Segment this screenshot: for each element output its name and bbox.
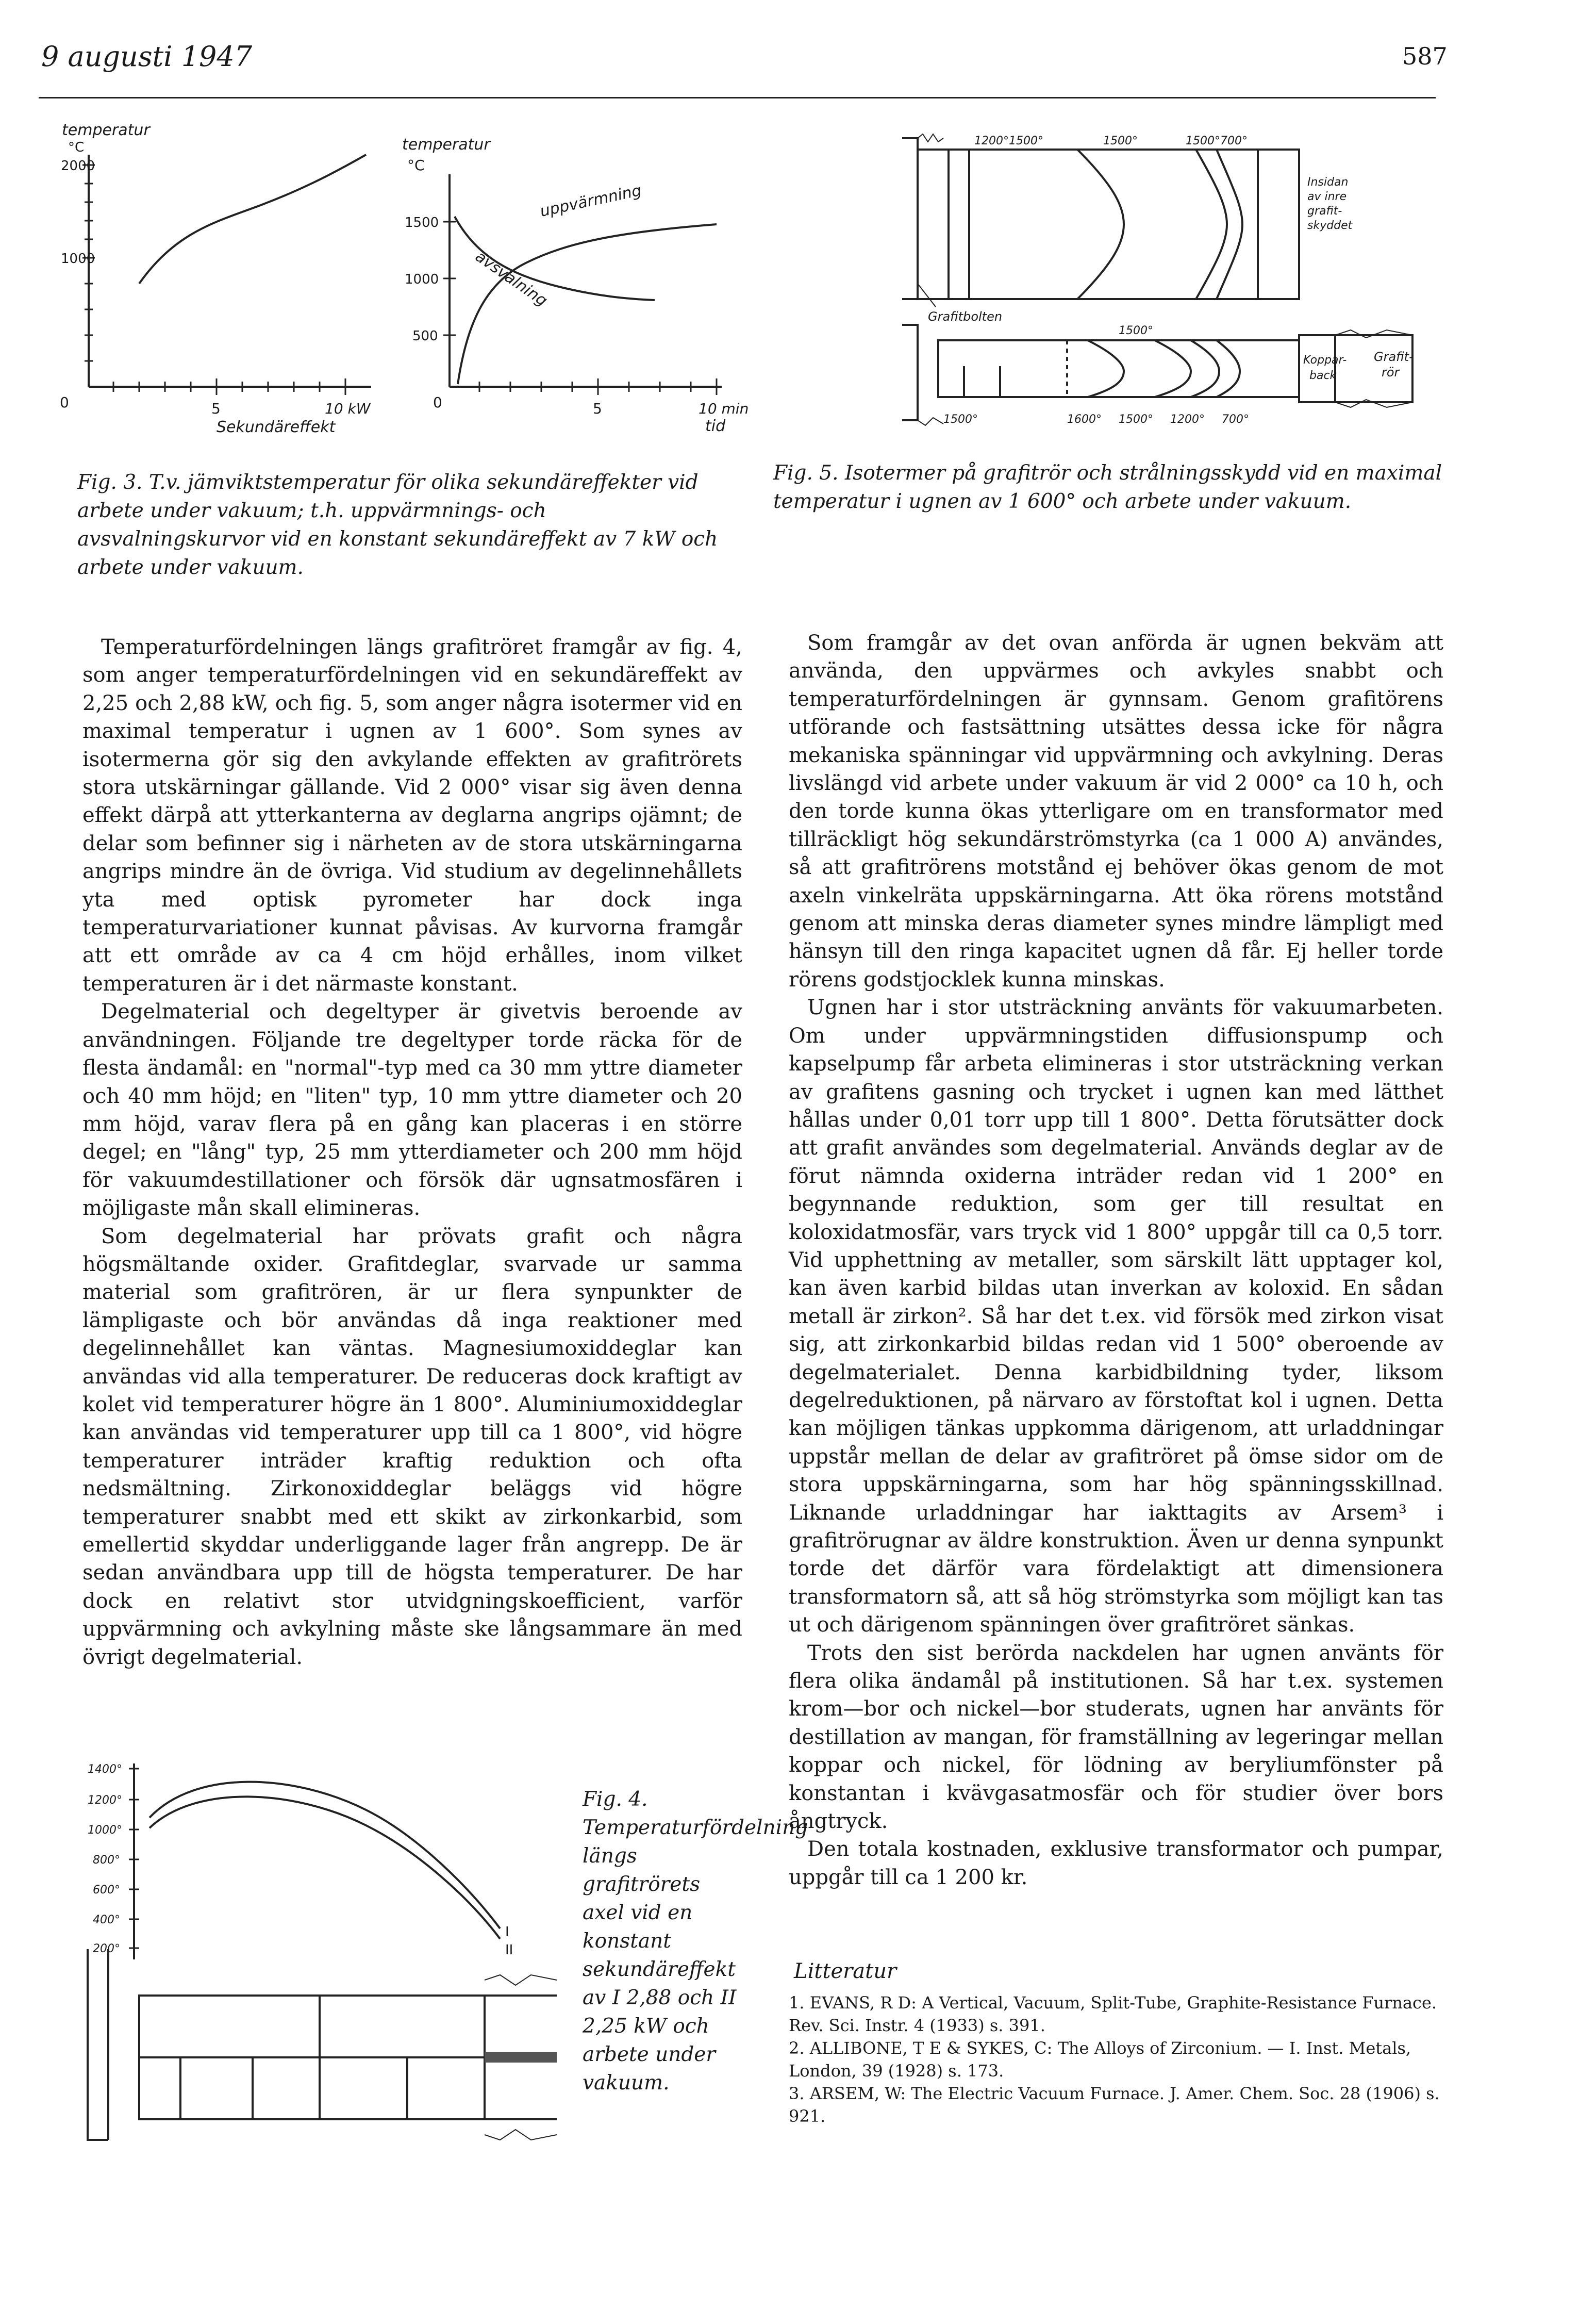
fig4-ytick: 1200° [88, 1794, 122, 1807]
fig3-left-plot [60, 121, 371, 436]
fig5-bolt-label: Grafitbolten [928, 309, 1003, 324]
right-paragraph: Den totala kostnaden, exklusive transformator och pumpar, uppgår till ca 1 200 kr. [789, 1837, 1443, 1889]
fig3-left-ytick: 0 [60, 394, 69, 411]
literature-ref: 3. ARSEM, W: The Electric Vacuum Furnace. J. Amer. Chem. Soc. 28 (1906) s. 921. [789, 2084, 1440, 2126]
fig3-heating-curve [458, 224, 717, 384]
fig3-right-ytick: 0 [433, 394, 442, 411]
page-number: 587 [1402, 42, 1448, 70]
fig4-ytick: 1000° [88, 1824, 122, 1837]
fig5-diagram [897, 129, 1443, 443]
fig5-top-label: 1500°700° [1186, 135, 1248, 147]
fig4-diagram [77, 1753, 567, 2166]
fig3-left-curve [139, 155, 366, 284]
fig3-left-xtick: 5 [211, 400, 221, 417]
fig5-bottom-label: 1500° [1119, 413, 1153, 426]
fig3-right-xlabel: tid [705, 417, 726, 435]
right-paragraph: Trots den sist berörda nackdelen har ugnen använts för flera olika ändamål på institutionen. Så har t.ex. systemen krom—bor och nickel—bor studerats, ugnen har använts för destillation av mangan, för framställning av legeringar mellan koppar och nickel, för lödning av beryliumfönster på konstantan i kvävgasatmosfär och för studier över bors ångtryck. [789, 1641, 1443, 1834]
literature-heading: Litteratur [794, 1959, 897, 1983]
fig3-right-ytick: 1500 [405, 215, 439, 230]
fig5-top-label: 1200°1500° [974, 135, 1043, 147]
fig5-shield-label: av inre [1307, 190, 1347, 203]
left-column-text [82, 633, 742, 1671]
fig3-right-ylabel: temperatur [402, 136, 490, 154]
fig5-bottom-label: 1200° [1170, 413, 1205, 426]
fig5-top-label: 1500° [1103, 135, 1138, 147]
fig5-shield-label: Insidan [1307, 176, 1349, 189]
fig3-caption: Fig. 3. T.v. jämviktstemperatur för olika sekundäreffekter vid arbete under vakuum; t.h. uppvärmnings- och avsvalningskurvor vid en konstant sekundäreffekt av 7 kW och arbete under vakuum. [77, 471, 718, 579]
fig3-left-xtick: 10 kW [325, 400, 371, 417]
fig5-shield-label: grafit- [1307, 205, 1342, 218]
fig5-mid-label: 1500° [1119, 324, 1153, 337]
fig3-right-yunit: °C [407, 157, 425, 174]
fig3-left-ylabel: temperatur [62, 121, 150, 139]
fig3-left-ytick: 1000 [61, 251, 95, 267]
fig4-curve-i [149, 1782, 500, 1928]
fig3-right-ytick: 500 [412, 328, 438, 344]
fig4-ytick: 200° [93, 1942, 120, 1955]
left-paragraph: Som degelmaterial har prövats grafit och några högsmältande oxider. Grafitdeglar, svarvade ur samma material som grafitrören, är ur flera synpunkter de lämpligaste och bör användas då inga reaktioner med degelinnehållet kan väntas. Magnesiumoxiddeglar kan användas vid alla temperaturer. De reduceras dock kraftigt av kolet vid temperaturer högre än 1 800°. Aluminiumoxiddeglar kan användas vid temperaturer upp till ca 1 800°, vid högre temperaturer inträder kraftig reduktion och ofta nedsmältning. Zirkonoxiddeglar beläggs vid högre temperaturer snabbt med ett skikt av zirkonkarbid, som emellertid skyddar underliggande lager från angrepp. De är sedan användbara upp till de högsta temperaturer. De har dock en relativt stor utvidgningskoefficient, varför uppvärmning och avkylning måste ske långsammare än med övrigt degelmaterial. [82, 1224, 742, 1669]
fig3-right-xtick: 5 [593, 400, 602, 417]
fig3-left-ytick: 2000 [61, 158, 95, 174]
fig5-copper-label: Koppar- [1303, 354, 1347, 367]
fig4-hatched-band [485, 2052, 557, 2063]
fig3-heating-label: uppvärmning [538, 181, 643, 221]
fig5-shield-label: skyddet [1307, 219, 1353, 232]
fig3-left-xlabel: Sekundäreffekt [217, 418, 336, 436]
right-paragraph: Som framgår av det ovan anförda är ugnen bekväm att använda, den uppvärmes och avkyles snabbt och temperaturfördelningen är gynnsam. Genom grafitörens utförande och fastsättning utsättes dessa icke för några mekaniska spänningar vid uppvärmning och avkylning. Deras livslängd vid arbete under vakuum är vid 2 000° ca 10 h, och den torde kunna ökas ytterligare om en transformator med tillräckligt hög sekundärströmstyrka (ca 1 000 A) användes, så att grafitrörens motstånd ej behöver ökas genom de mot axeln vinkelräta uppskärningarna. Att öka rörens motstånd genom att minska deras diameter synes mindre lämpligt med hänsyn till den ringa kapacitet ugnen då får. Ej heller torde rörens godstjocklek kunna minskas. [789, 631, 1443, 992]
fig3-right-xtick: 10 min [699, 400, 749, 417]
literature-ref: 1. EVANS, R D: A Vertical, Vacuum, Split-Tube, Graphite-Resistance Furnace. Rev. Sci. Instr. 4 (1933) s. 391. [789, 1993, 1437, 2035]
fig4-curve-label: II [505, 1942, 513, 1958]
fig4-curve-label: I [505, 1924, 509, 1940]
literature-ref: 2. ALLIBONE, T E & SYKES, C: The Alloys of Zirconium. — I. Inst. Metals, London, 39 (1928) s. 173. [789, 2038, 1411, 2081]
fig3-left-yunit: °C [68, 140, 85, 155]
left-paragraph: Degelmaterial och degeltyper är givetvis beroende av användningen. Följande tre degeltyper torde räcka för de flesta ändamål: en "normal"-typ med ca 30 mm yttre diameter och 40 mm höjd; en "liten" typ, 10 mm yttre diameter och 20 mm höjd, varav flera på en gång kan placeras i en större degel; en "lång" typ, 25 mm ytterdiameter och 200 mm höjd för vakuumdestillationer och försök där ugnsatmosfären i möjligaste mån skall elimineras. [82, 1000, 742, 1221]
fig4-ytick: 1400° [88, 1763, 122, 1776]
fig5-tube-label: rör [1382, 365, 1400, 380]
fig5-bottom-label: 1600° [1067, 413, 1102, 426]
fig3-right-plot [402, 136, 749, 435]
fig4-caption: Fig. 4. Temperaturfördelning längs grafitrörets axel vid en konstant sekundäreffekt av I 2,88 och II 2,25 kW och arbete under vakuum. [583, 1788, 808, 2095]
fig3-plots [62, 119, 758, 449]
literature-list [789, 1991, 1443, 2128]
fig5-caption: Fig. 5. Isotermer på grafitrör och strålningsskydd vid en maximal temperatur i ugnen av 1 600° och arbete under vakuum. [773, 461, 1442, 513]
fig4-ytick: 800° [93, 1854, 120, 1867]
fig5-bottom-label: 1500° [943, 413, 978, 426]
header-rule [39, 97, 1436, 98]
fig4-curve-ii [149, 1796, 500, 1939]
fig5-bottom-label: 700° [1222, 413, 1249, 426]
fig3-right-ytick: 1000 [405, 272, 439, 287]
right-column-text [789, 629, 1443, 1891]
right-paragraph: Ugnen har i stor utsträckning använts för vakuumarbeten. Om under uppvärmningstiden diffusionspump och kapselpump får arbeta elimineras i stor utsträckning verkan av grafitens gasning och trycket i ugnen kan med lätthet hållas under 0,01 torr upp till 1 800°. Detta förutsätter dock att grafit användes som degelmaterial. Används deglar av de förut nämnda oxiderna inträder redan vid 1 200° en begynnande reduktion, som ger till resultat en koloxidatmosfär, vars tryck vid 1 800° uppgår till ca 0,5 torr. Vid upphettning av metaller, som särskilt lätt upptager kol, kan även karbid bildas utan inverkan av koloxid. En sådan metall är zirkon². Så har det t.ex. vid försök med zirkon visat sig, att zirkonkarbid bildas redan vid 1 500° oberoende av degelmaterialet. Denna karbidbildning tyder, liksom degelreduktionen, på närvaro av förstoftat kol i ugnen. Detta kan möjligen tänkas uppkomma därigenom, att urladdningar uppstår mellan de delar av grafitröret på ömse sidor om de stora uppskärningarna, som har hög spänningsskillnad. Liknande urladdningar har iakttagits av Arsem³ i grafitrörugnar av äldre konstruktion. Även ur denna synpunkt torde det därför vara fördelaktigt att dimensionera transformatorn så, att så hög strömstyrka som möjligt kan tas ut och därigenom spänningen över grafitröret sänkas. [789, 996, 1443, 1637]
fig3-cooling-label: avsvalning [472, 247, 551, 310]
fig5-tube-label: Grafit- [1374, 350, 1414, 364]
fig5-copper-label: back [1309, 369, 1337, 382]
page-date: 9 augusti 1947 [41, 40, 253, 73]
fig4-ytick: 400° [93, 1914, 120, 1926]
fig4-ytick: 600° [93, 1884, 120, 1897]
left-paragraph: Temperaturfördelningen längs grafitröret framgår av fig. 4, som anger temperaturfördelningen vid en sekundäreffekt av 2,25 och 2,88 kW, och fig. 5, som anger några isotermer vid en maximal temperatur i ugnen av 1 600°. Som synes av isotermerna gör sig den avkylande effekten av grafitrörets stora utskärningar gällande. Vid 2 000° visar sig även denna effekt därpå att ytterkanterna av deglarna angrips ojämnt; de delar som befinner sig i närheten av de stora utskärningarna angrips mindre än de övriga. Vid studium av degelinnehållets yta med optisk pyrometer har dock inga temperaturvariationer kunnat påvisas. Av kurvorna framgår att ett område av ca 4 cm höjd erhålles, inom vilket temperaturen är i det närmaste konstant. [82, 635, 742, 996]
